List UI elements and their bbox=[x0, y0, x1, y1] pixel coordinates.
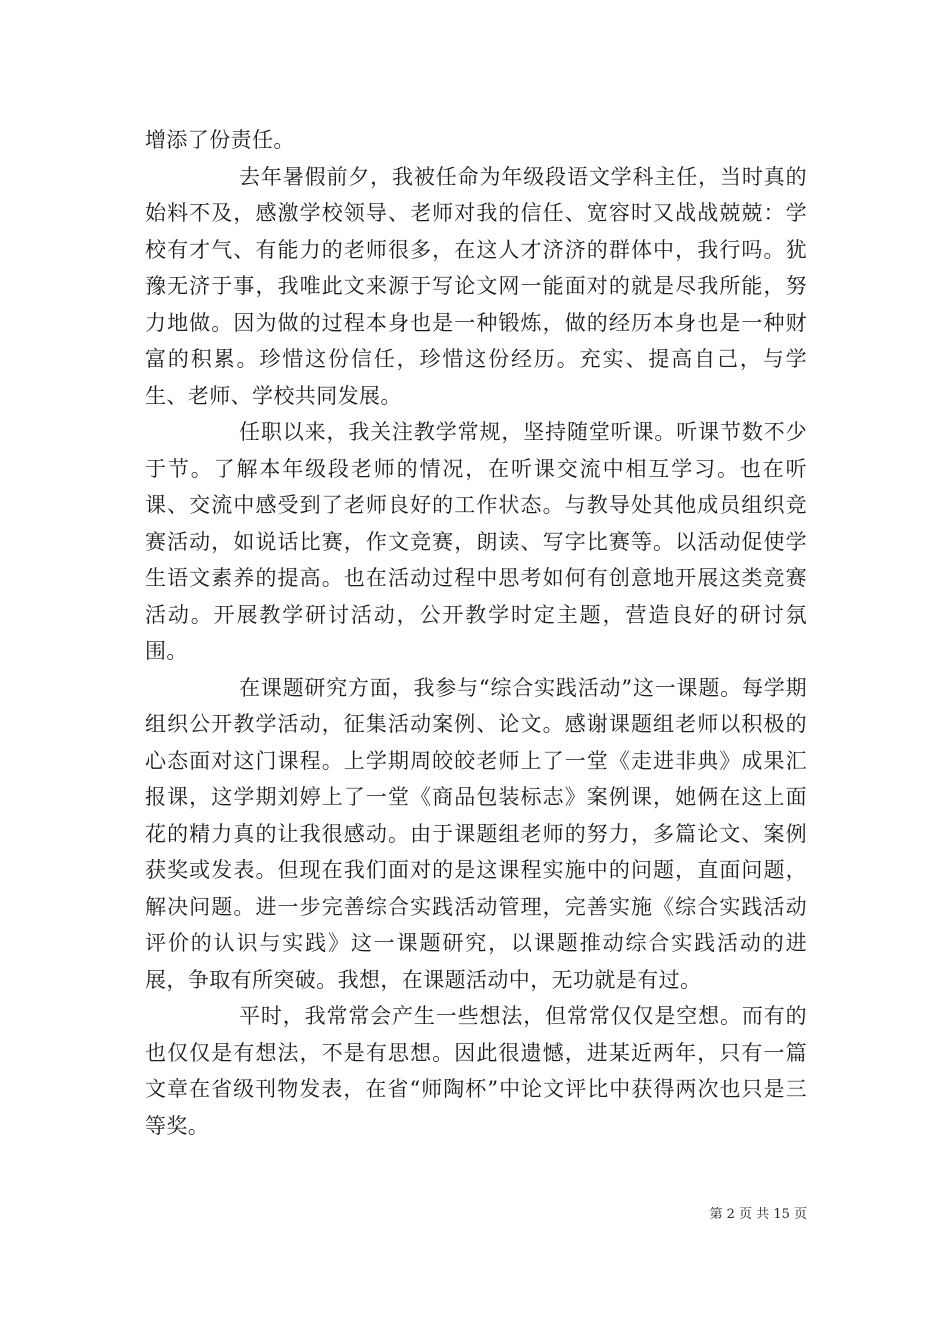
paragraph-teaching-routine: 任职以来，我关注教学常规，坚持随堂听课。听课节数不少于节。了解本年级段老师的情况，在听课交流中相互学习。也在听课、交流中感受到了老师良好的工作状态。与教导处其他成员组织竞赛活动，如说话比赛，作文竞赛，朗读、写字比赛等。以活动促使学生语文素养的提高。也在活动过程中思考如何有创意地开展这类竞赛活动。开展教学研讨活动，公开教学时定主题，营造良好的研讨氛围。 bbox=[145, 420, 807, 663]
paragraph-research-project: 在课题研究方面，我参与“综合实践活动”这一课题。每学期组织公开教学活动，征集活动案例、论文。感谢课题组老师以积极的心态面对这门课程。上学期周皎皎老师上了一堂《走进非典》成果汇报课，这学期刘婷上了一堂《商品包装标志》案例课，她俩在这上面花的精力真的让我很感动。由于课题组老师的努力，多篇论文、案例获奖或发表。但现在我们面对的是这课程实施中的问题，直面问题，解决问题。进一步完善综合实践活动管理，完善实施《综合实践活动评价的认识与实践》这一课题研究，以课题推动综合实践活动的进展，争取有所突破。我想，在课题活动中，无功就是有过。 bbox=[145, 675, 807, 992]
paragraph-reflection: 平时，我常常会产生一些想法，但常常仅仅是空想。而有的也仅仅是有想法，不是有思想。因此很遗憾，进某近两年，只有一篇文章在省级刊物发表，在省“师陶杯”中论文评比中获得两次也只是三等奖。 bbox=[145, 1004, 807, 1138]
page-number-footer: 第 2 页 共 15 页 bbox=[709, 1207, 807, 1222]
paragraph-appointment: 去年暑假前夕，我被任命为年级段语文学科主任，当时真的始料不及，感激学校领导、老师对我的信任、宽容时又战战兢兢：学校有才气、有能力的老师很多，在这人才济济的群体中，我行吗。犹豫无济于事，我唯此文来源于写论文网一能面对的就是尽我所能，努力地做。因为做的过程本身也是一种锻炼，做的经历本身也是一种财富的积累。珍惜这份信任，珍惜这份经历。充实、提高自己，与学生、老师、学校共同发展。 bbox=[145, 164, 807, 408]
document-body bbox=[145, 122, 807, 1144]
paragraph-continuation: 增添了份责任。 bbox=[145, 128, 295, 152]
